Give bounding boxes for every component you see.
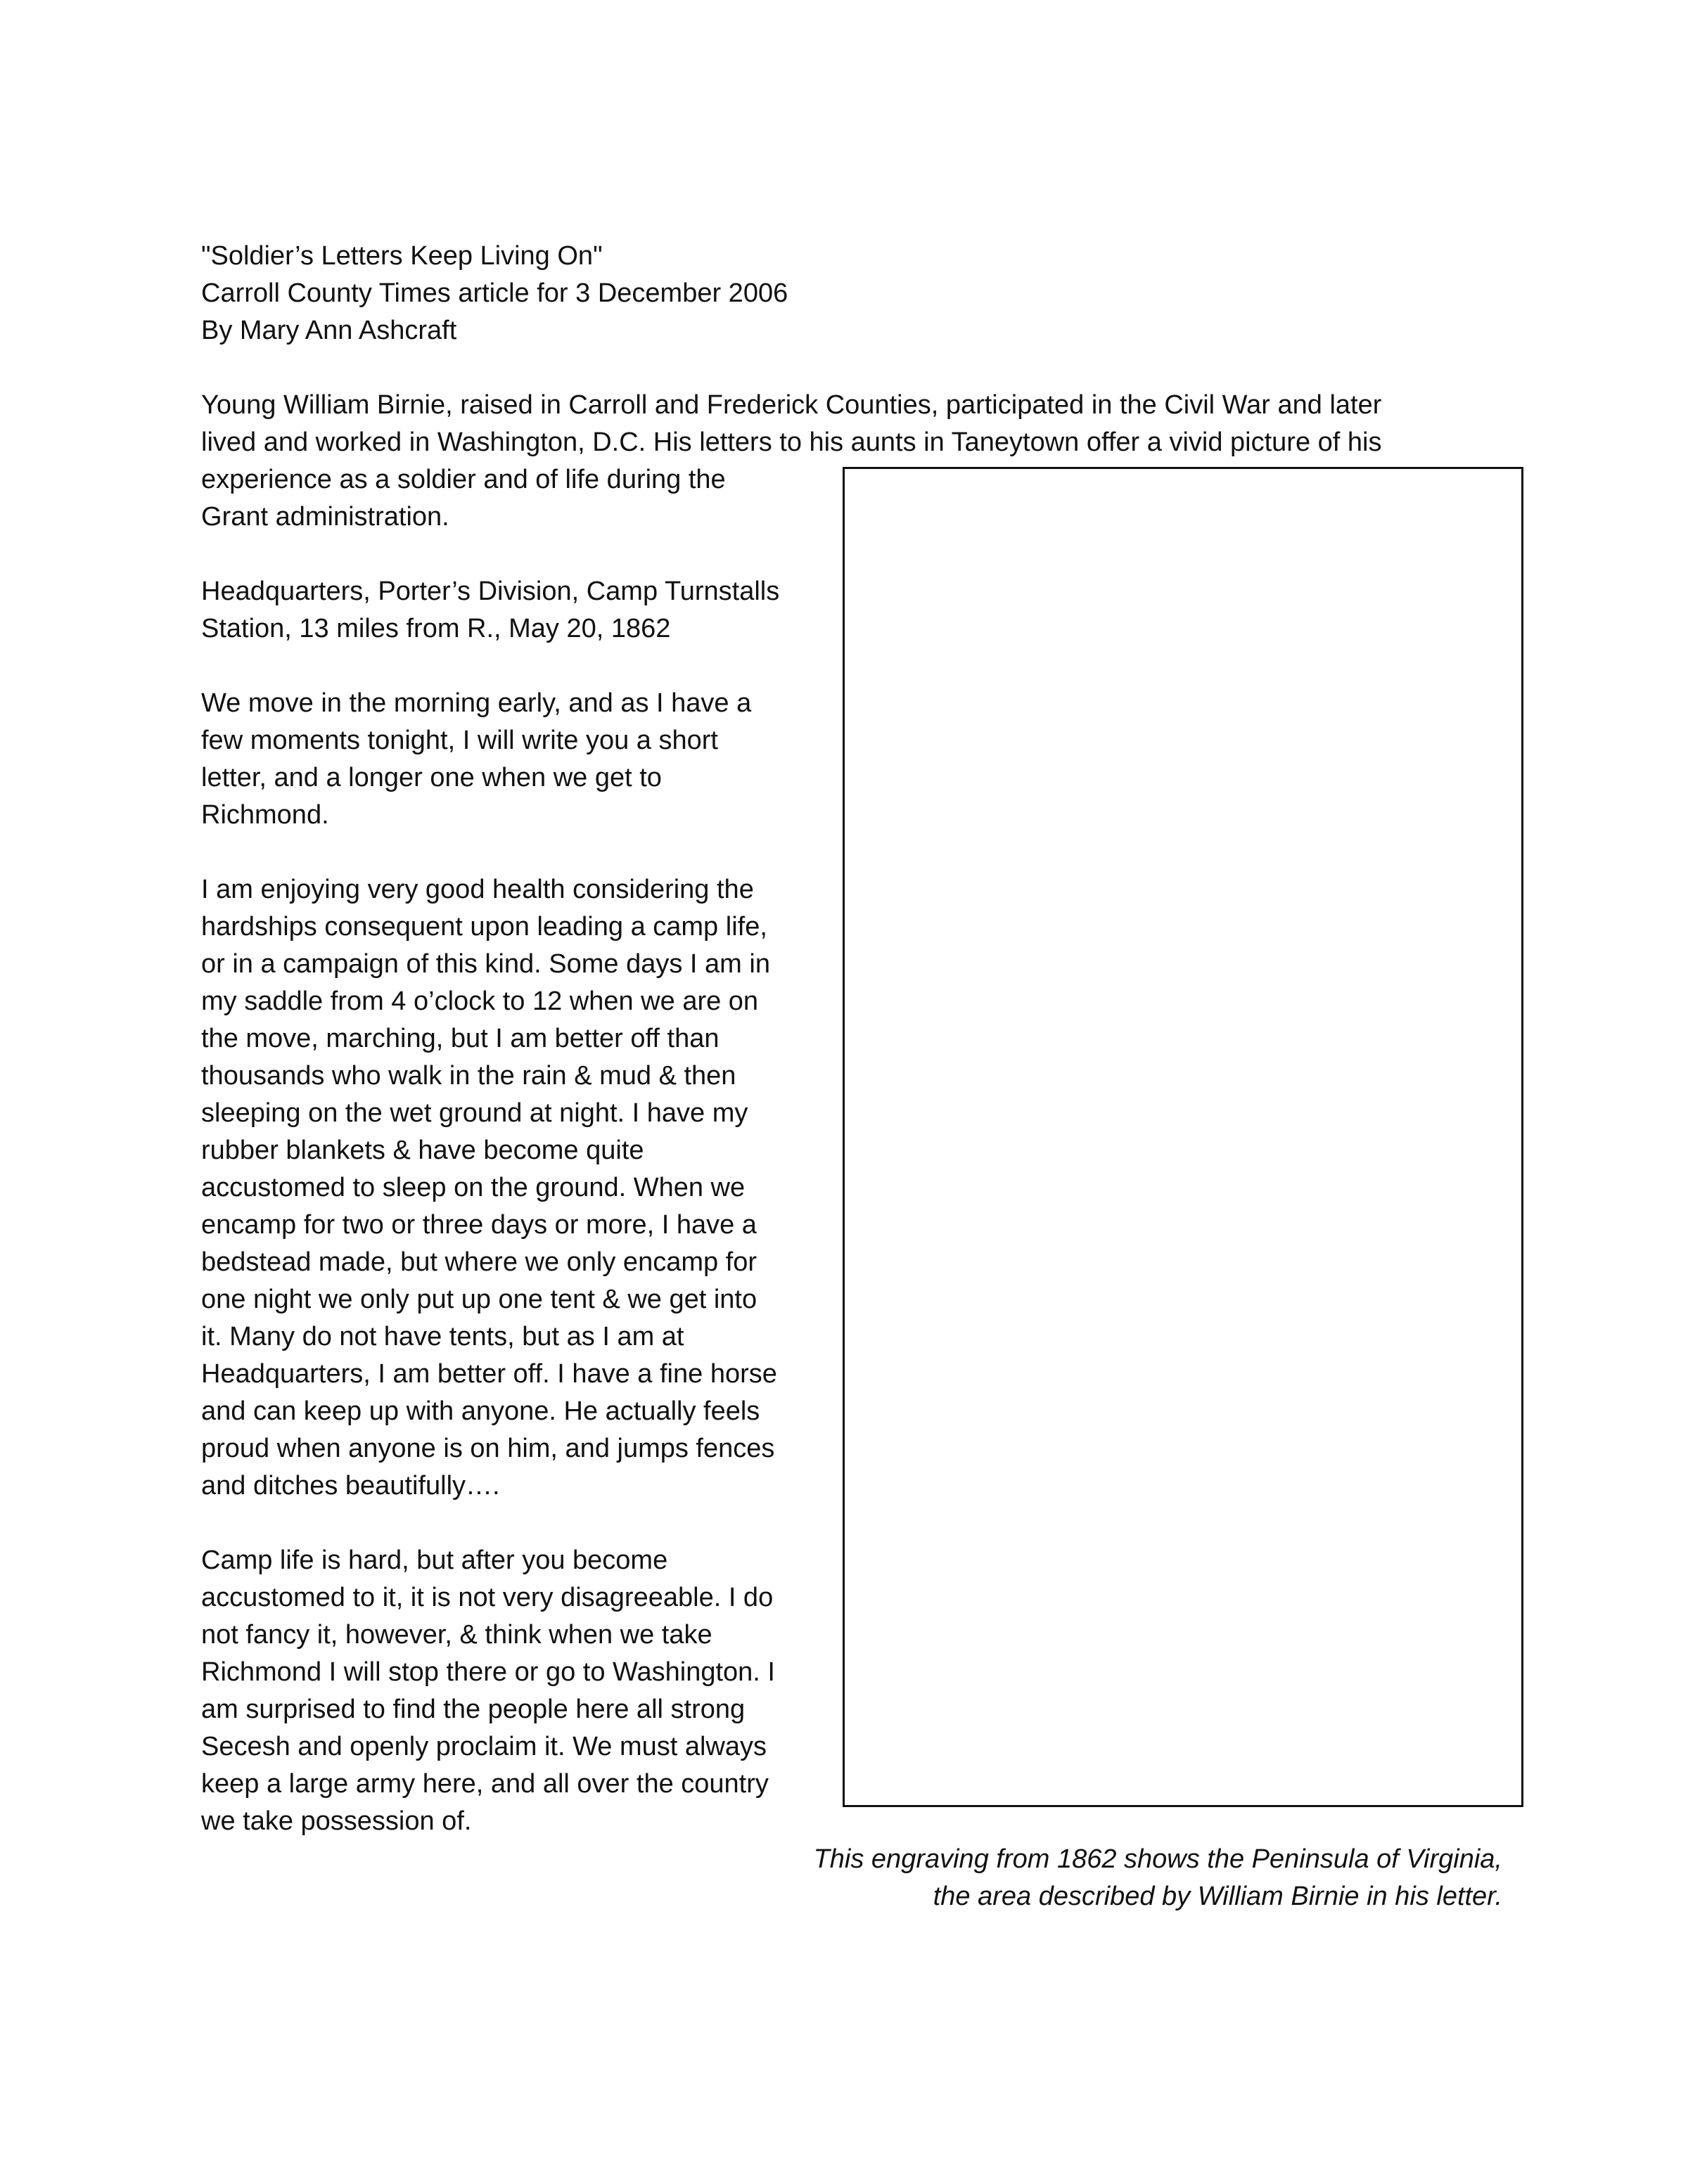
letter-paragraph-line: accustomed to sleep on the ground. When we bbox=[201, 1173, 746, 1202]
figure-caption-line: This engraving from 1862 shows the Peninsula of Virginia, bbox=[813, 1844, 1502, 1874]
letter-paragraph-line: bedstead made, but where we only encamp for bbox=[201, 1247, 757, 1277]
letter-paragraph-line: one night we only put up one tent & we get into bbox=[201, 1285, 757, 1314]
byline: By Mary Ann Ashcraft bbox=[201, 316, 457, 345]
publication-line: Carroll County Times article for 3 December 2006 bbox=[201, 278, 788, 308]
letter-paragraph-line: thousands who walk in the rain & mud & then bbox=[201, 1061, 736, 1091]
letter-paragraph-line: it. Many do not have tents, but as I am at bbox=[201, 1322, 684, 1351]
letter-paragraph-line: letter, and a longer one when we get to bbox=[201, 763, 662, 792]
letter-paragraph-line: accustomed to it, it is not very disagreeable. I do bbox=[201, 1583, 774, 1612]
letter-paragraph-line: my saddle from 4 o’clock to 12 when we are on bbox=[201, 987, 759, 1016]
letter-paragraph-line: Richmond I will stop there or go to Washington. I bbox=[201, 1657, 775, 1687]
letter-paragraph-line: I am enjoying very good health considering the bbox=[201, 875, 754, 904]
letter-paragraph-line: Headquarters, I am better off. I have a fine horse bbox=[201, 1359, 777, 1389]
intro-line: lived and worked in Washington, D.C. His letters to his aunts in Taneytown offer a vivid picture of his bbox=[201, 428, 1382, 457]
letter-paragraph-line: Secesh and openly proclaim it. We must always bbox=[201, 1732, 767, 1761]
letter-paragraph-line: hardships consequent upon leading a camp life, bbox=[201, 912, 767, 942]
letter-paragraph-line: Camp life is hard, but after you become bbox=[201, 1546, 668, 1575]
letter-paragraph-line: and can keep up with anyone. He actually feels bbox=[201, 1396, 760, 1426]
intro-line: Grant administration. bbox=[201, 502, 449, 532]
letter-paragraph-line: am surprised to find the people here all strong bbox=[201, 1695, 746, 1724]
letter-paragraph-line: We move in the morning early, and as I have a bbox=[201, 688, 752, 718]
letter-paragraph-line: keep a large army here, and all over the country bbox=[201, 1769, 769, 1799]
figure-caption-line: the area described by William Birnie in his letter. bbox=[933, 1882, 1502, 1911]
engraving-image-frame bbox=[843, 467, 1523, 1807]
intro-line: Young William Birnie, raised in Carroll and Frederick Counties, participated in the Civil War and later bbox=[201, 390, 1382, 420]
letter-paragraph-line: not fancy it, however, & think when we take bbox=[201, 1620, 712, 1650]
letter-paragraph-line: sleeping on the wet ground at night. I have my bbox=[201, 1098, 748, 1128]
letter-paragraph-line: and ditches beautifully…. bbox=[201, 1471, 500, 1501]
letter-paragraph-line: we take possession of. bbox=[201, 1806, 472, 1836]
letter-heading-line: Headquarters, Porter’s Division, Camp Turnstalls bbox=[201, 577, 780, 606]
letter-paragraph-line: rubber blankets & have become quite bbox=[201, 1136, 644, 1165]
letter-paragraph-line: few moments tonight, I will write you a short bbox=[201, 726, 718, 755]
letter-paragraph-line: the move, marching, but I am better off than bbox=[201, 1024, 720, 1053]
letter-paragraph-line: or in a campaign of this kind. Some days I am in bbox=[201, 949, 770, 979]
letter-heading-line: Station, 13 miles from R., May 20, 1862 bbox=[201, 614, 671, 643]
letter-paragraph-line: proud when anyone is on him, and jumps fences bbox=[201, 1434, 775, 1463]
article-title: "Soldier’s Letters Keep Living On" bbox=[201, 241, 603, 271]
letter-paragraph-line: Richmond. bbox=[201, 800, 329, 830]
letter-paragraph-line: encamp for two or three days or more, I have a bbox=[201, 1210, 757, 1240]
intro-line: experience as a soldier and of life during the bbox=[201, 465, 726, 494]
